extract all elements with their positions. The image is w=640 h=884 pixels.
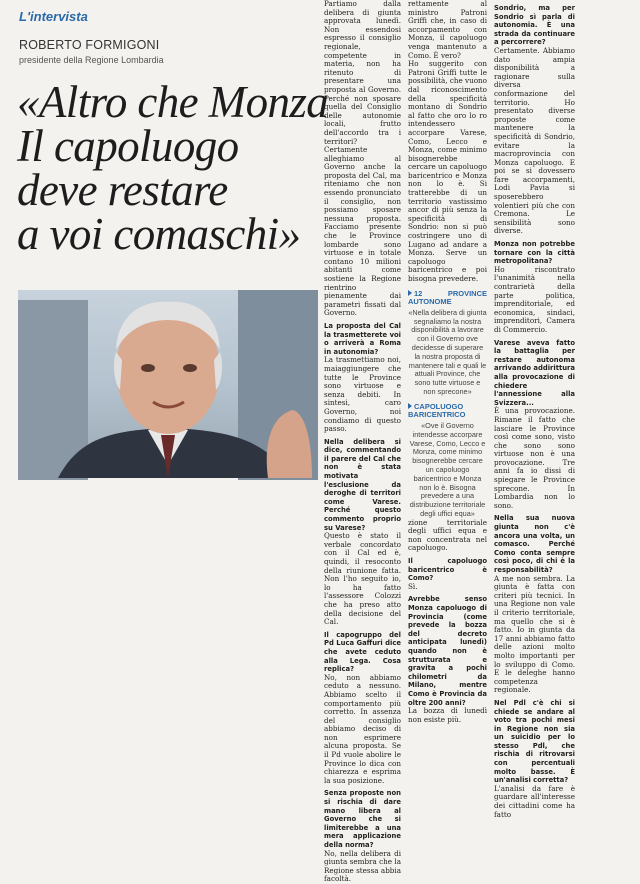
interview-question: Il capogruppo del Pd Luca Gaffuri dice che avete ceduto alla Lega. Cosa replica? — [324, 630, 401, 674]
triangle-icon — [408, 403, 412, 409]
interview-question: Nella sua nuova giunta non c'è ancora una volta, un comasco. Perché Como conta sempre così poco, di chi è la responsabilità? — [494, 514, 575, 574]
interview-answer: Ho riscontrato l'unanimità nella contrarietà della parte politica, imprenditoriale, ed economica, sindaci, imprenditori, Camera di Commercio. — [494, 264, 575, 334]
interview-answer: La trasmettiamo noi, maiaggiungere che tutte le Province sono virtuose e senza debiti. In sintesi, caro Governo, noi condiamo di questo passo. — [324, 355, 401, 434]
interview-question: Senza proposte non si rischia di dare mano libera al Governo che si limiterebbe a una mera applicazione della norma? — [324, 789, 401, 849]
portrait-figure — [18, 290, 312, 478]
interview-question: Varese aveva fatto la battaglia per restare autonoma arrivando addirittura alla provocazione di chiedere l'annessione alla Svizzera... — [494, 338, 575, 407]
section-kicker: L'intervista — [19, 9, 88, 24]
headline-line: «Altro che Monza — [17, 77, 329, 127]
interview-answer: A me non sembra. La giunta è fatta con criteri più tecnici. In una Regione non vale il criterio territoriale, ma quello che si è fatto. Io in giunta da 17 anni abbiamo fatto delle azioni molto molto importanti per lo sviluppo di Como. E le deleghe hanno competenza regionale. — [494, 573, 575, 695]
interview-answer: L'analisi da fare è guardare all'interesse dei cittadini come ha fatto — [494, 783, 575, 819]
interview-answer: Partiamo dalla delibera di giunta approvata lunedì. Non essendosi espresso il consiglio regionale, competente in materia, non ha ritenuto di presentare una proposta al Governo. Perché non sposare quella del Consiglio delle autonomie locali, frutto dell'accordo tra i territori? — [324, 0, 401, 146]
interview-answer: No, nella delibera di giunta sembra che la Regione stessa abbia facoltà. — [324, 848, 401, 884]
interview-answer: Sì. — [408, 581, 418, 591]
interview-answer: No, non abbiamo ceduto a nessuno. Abbiamo scelto il comportamento più corretto. In assenza del consiglio abbiamo deciso di non esprimere alcuna proposta. Se il Pd vuole abolire le Province lo dica con chiarezza e esprima la sua posizione. — [324, 672, 401, 785]
interview-question: Avrebbe senso Monza capoluogo di Provincia (come prevede la bozza del decreto anticipata lunedì) quando non è strutturata e gravita a pochi chilometri da Milano, mentre Como è Provincia da oltre 200 anni? — [408, 595, 487, 707]
portrait-photo — [18, 290, 312, 478]
highlight-quote: «Ove il Governo intendesse accorpare Varese, Como, Lecco e Monza, come minimo bisognerebbe cercare un capoluogo baricentrico e Monza non lo è. Bisogna prevedere a una distribuzione territoriale degli uffici equa» — [409, 420, 486, 518]
column-3 — [494, 0, 575, 819]
left-panel — [0, 0, 329, 478]
headline-line: deve restare — [17, 165, 228, 215]
interview-answer: Certamente alleghiamo al Governo anche la proposta del Cal, ma riteniamo che non essendo pronunciato il consiglio, non possiamo sposare nessuna proposta. Facciamo presente che le Province lombarde sono virtuose e in totale contano 10 milioni abitanti come sostiene la Regione rientrino pienamente dai parametri fissati dal Governo. — [324, 145, 401, 318]
interview-question: Il capoluogo baricentrico è Como? — [408, 557, 487, 583]
interviewee-name: ROBERTO FORMIGONI — [19, 38, 160, 52]
interview-question: La proposta del Cal la trasmetterete voi o arriverà a Roma in autonomia? — [324, 321, 401, 356]
interview-answer: È una provocazione. Rimane il fatto che lasciare le Province così come sono, visto che sono sono virtuose non è una provocazione. Tre anni fa io dissi di spiegare le Province sprecone. In Lombardia non lo sono. — [494, 406, 575, 510]
triangle-icon — [408, 290, 412, 296]
interview-answer: La bozza di lunedì non esiste più. — [408, 706, 487, 724]
interview-answer: rettamente al ministro Patroni Griffi che, in caso di accorpamento con Monza, il capoluogo venga mantenuto a Como. È vero? — [408, 0, 487, 60]
highlight-title-text: 12 PROVINCE AUTONOME — [408, 288, 487, 307]
interview-answer: Questo è stato il verbale concordato con il Cal ed è, quindi, il resoconto della riunione fatta. Non l'ho seguito io, lo ha fatto l'assessore Colozzi che ha preso atto della decisione del Cal. — [324, 531, 401, 627]
highlight-quote: «Nella delibera di giunta segnaliamo la nostra disponibilità a lavorare con il Governo ove decidesse di superare la nostra proposta di mantenere tali e quali le attuali Province, che sono tutte virtuose e non sprecone» — [408, 307, 487, 396]
interview-answer: zione territoriale degli uffici equa e non concentrata nel capoluogo. — [408, 517, 487, 553]
highlight-title — [408, 290, 487, 307]
headline-line: Il capoluogo — [17, 121, 239, 171]
interview-question: Monza non potrebbe tornare con la città metropolitana? — [494, 240, 575, 266]
highlight-title-text: CAPOLUOGO BARICENTRICO — [408, 401, 466, 420]
highlight-title — [408, 403, 487, 420]
interview-question: Nel Pdl c'è chi si chiede se andare al voto tra pochi mesi in Regione non sia un suicidio per lo stesso Pdl, che rischia di ritrovarsi con percentuali molto basse. È un'analisi corretta? — [494, 698, 575, 785]
interview-answer: Certamente. Abbiamo dato ampia disponibilità a ragionare sulla diversa conformazione del territorio. Ho presentato diverse proposte come mantenere la specificità di Sondrio, evitare la macroprovincia con Monza capoluogo. E poi se si dovessero fare accorpamenti, Lodi Pavia si sposerebbero volentieri più che con Cremona. Le sensibilità sono diverse. — [494, 45, 575, 236]
interview-question: Nella delibera si dice, commentando il parere del Cal che non è stata motivata l'esclusione da deroghe di territori come Varese. Perché questo commento proprio su Varese? — [324, 437, 401, 532]
interviewee-role: presidente della Regione Lombardia — [19, 55, 164, 65]
headline — [17, 77, 329, 259]
interview-answer: Ho suggerito con Patroni Griffi tutte le possibilità, che vuono dal riconoscimento della specificità montano di Sondrio al fatto che oro lo ro intendessero accorpare Varese, Como, Lecco e Monza, come minimo bisognerebbe cercare un capoluogo baricentrico e Monza non lo è. Si tratterebbe di un territorio vastissimo ancor di più senza la specificità di Sondrio: non si può costringere uno di Lugano ad andare a Monza. Serve un capoluogo baricentrico e poi bisogna prevedere. — [408, 59, 488, 283]
interview-question: Sondrio, ma per Sondrio sì parla di autonomia. È una strada da continuare a percorrere? — [494, 4, 575, 47]
headline-line: a voi comaschi» — [17, 209, 301, 259]
column-2 — [408, 0, 488, 724]
column-1 — [324, 0, 401, 884]
